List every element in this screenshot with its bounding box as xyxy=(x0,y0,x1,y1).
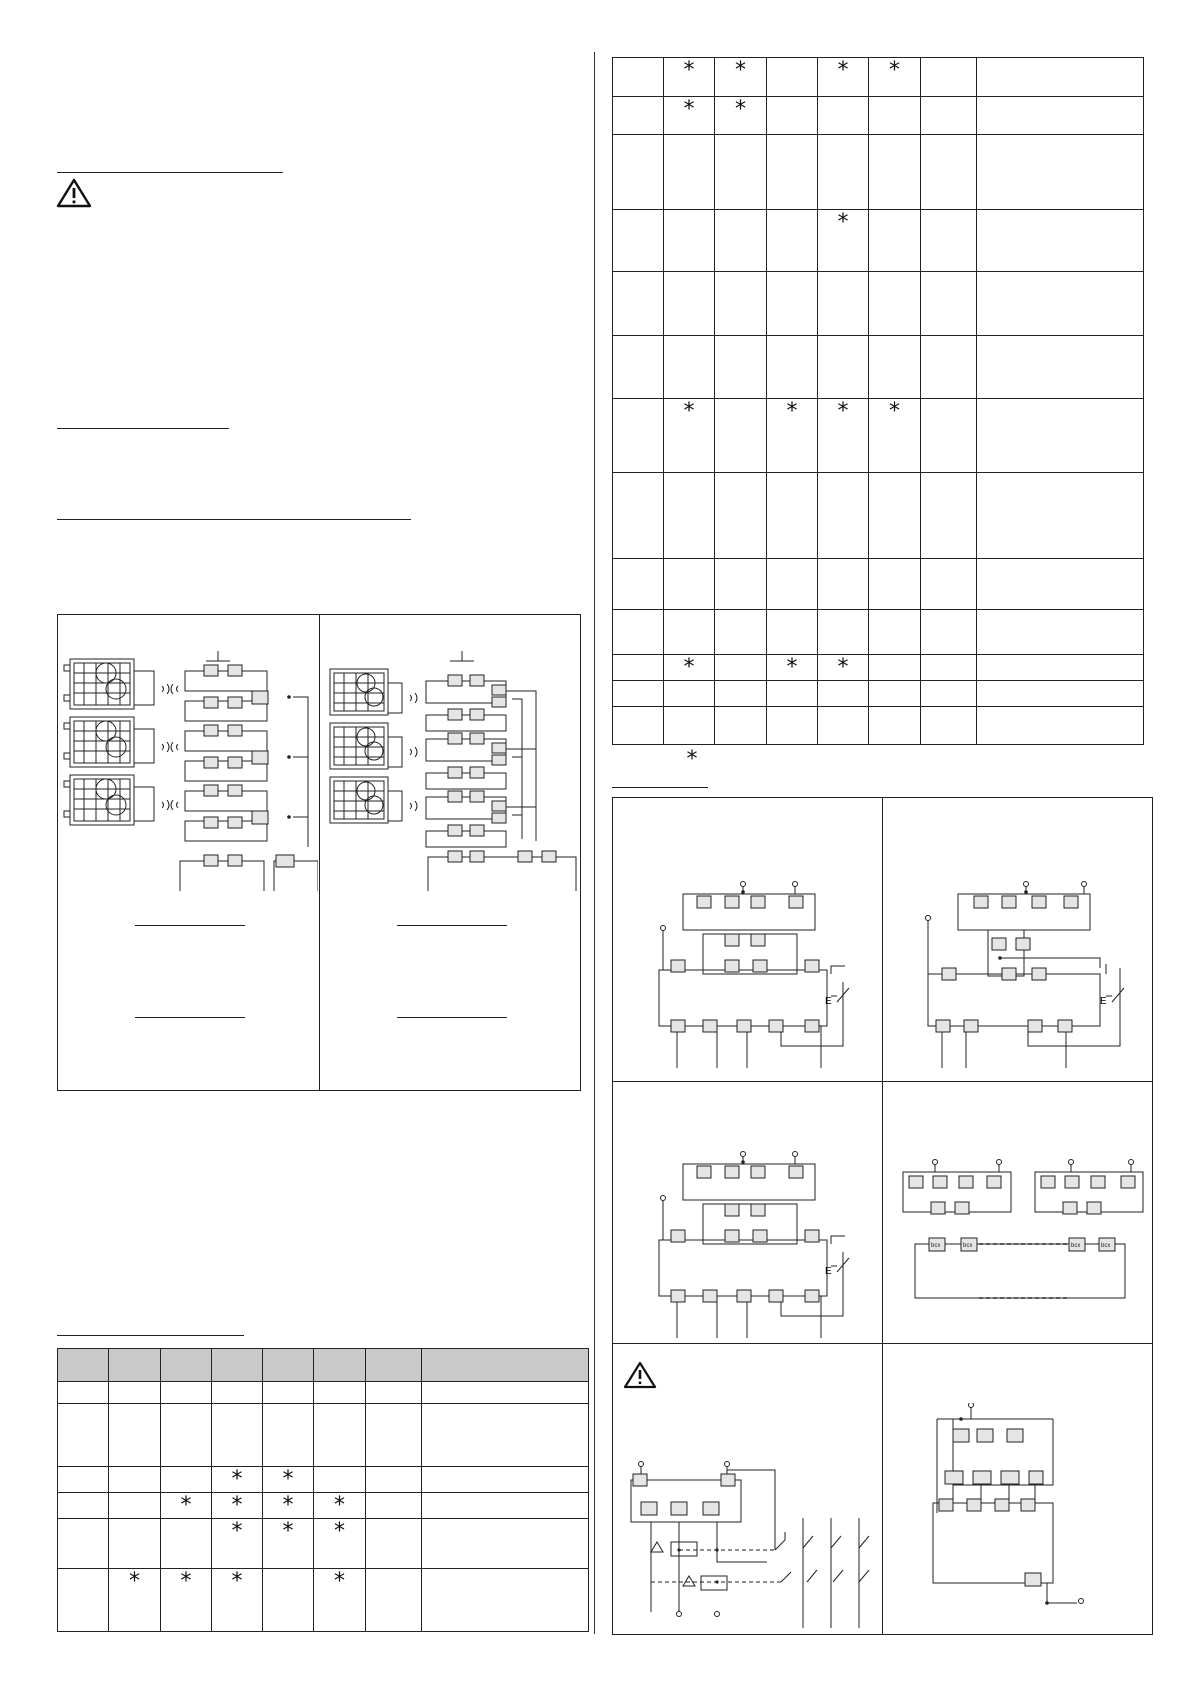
table-row: * * * * xyxy=(58,1493,589,1519)
table-row: * * * * xyxy=(58,1569,589,1632)
wiring-diagrams-frame xyxy=(612,797,1153,1635)
compatibility-table-left xyxy=(57,1348,589,1632)
warning-triangle-icon xyxy=(623,1361,657,1389)
wiring-diagram-5 xyxy=(621,1458,881,1628)
table-legend-symbol: * xyxy=(686,747,698,772)
table-row: * * * * xyxy=(613,399,1144,473)
table-row xyxy=(58,1404,589,1467)
wiring-diagram-4 xyxy=(895,1158,1145,1318)
table-row xyxy=(58,1382,589,1404)
table-row: * * xyxy=(613,97,1144,135)
svg-text:E: E xyxy=(1100,996,1107,1007)
table-row xyxy=(613,610,1144,655)
figure-caption-line-1 xyxy=(135,925,245,926)
table-row: * xyxy=(613,210,1144,272)
figure-divider xyxy=(319,615,320,1090)
table-row xyxy=(613,272,1144,336)
wiring-grid-hline-2 xyxy=(613,1343,1152,1344)
figure-caption-line-4 xyxy=(397,1017,507,1018)
wiring-diagram-6 xyxy=(913,1403,1143,1623)
svg-text:E: E xyxy=(825,1266,832,1277)
section-underline-2 xyxy=(57,428,229,429)
table-row: * * * xyxy=(613,655,1144,681)
svg-text:bcx: bcx xyxy=(1101,1243,1111,1249)
table-row: * * * * xyxy=(613,58,1144,97)
table-row xyxy=(613,559,1144,610)
figure-installation-diagrams xyxy=(57,614,581,1091)
table-row xyxy=(613,681,1144,707)
wiring-grid-hline-1 xyxy=(613,1081,1152,1082)
svg-text:bcx: bcx xyxy=(931,1243,941,1249)
table-row: * * * xyxy=(58,1519,589,1569)
section-underline-4 xyxy=(57,1335,244,1336)
installation-diagram-left xyxy=(60,651,318,891)
table-row xyxy=(613,473,1144,559)
compatibility-table-right xyxy=(612,57,1144,745)
svg-text:bcx: bcx xyxy=(1071,1243,1081,1249)
figure-caption-line-2 xyxy=(397,925,507,926)
wiring-diagram-1 xyxy=(653,878,853,1068)
wiring-diagram-2 xyxy=(918,878,1128,1068)
column-divider xyxy=(594,52,595,1634)
svg-text:E: E xyxy=(825,996,832,1007)
section-underline-3 xyxy=(57,519,411,520)
table-row xyxy=(613,336,1144,399)
section-underline-1 xyxy=(57,172,283,173)
table-row: * * xyxy=(58,1467,589,1493)
wiring-diagram-3 xyxy=(653,1148,853,1338)
table-header-row xyxy=(58,1349,589,1382)
table-row xyxy=(613,707,1144,745)
figure-caption-line-3 xyxy=(135,1017,245,1018)
table-row xyxy=(613,135,1144,210)
installation-diagram-right xyxy=(322,651,580,891)
section-underline-5 xyxy=(612,787,708,788)
svg-text:bcx: bcx xyxy=(963,1243,973,1249)
warning-triangle-icon xyxy=(56,178,92,208)
wiring-grid-vline xyxy=(882,798,883,1634)
